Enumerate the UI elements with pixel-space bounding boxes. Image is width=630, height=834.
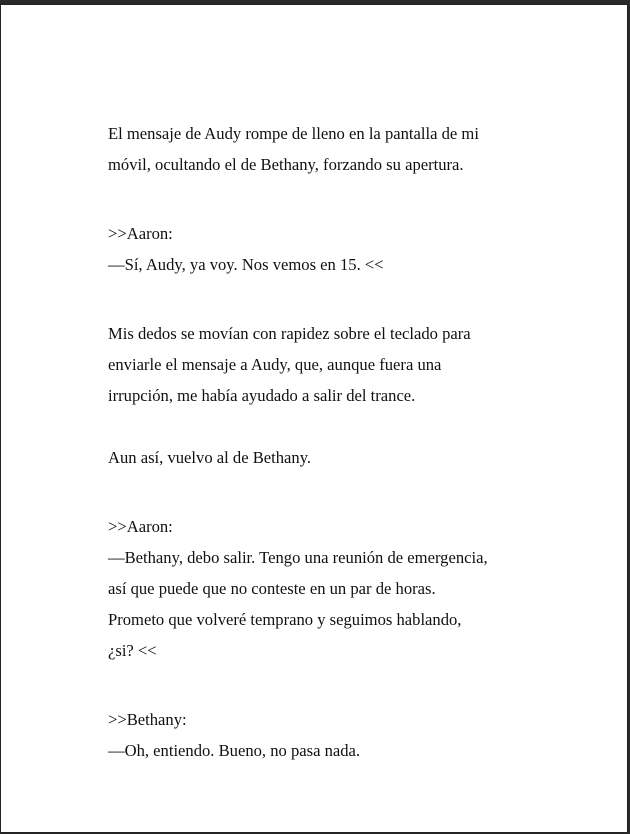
text-line: enviarle el mensaje a Audy, que, aunque fuera una xyxy=(108,355,442,374)
text-line: —Sí, Audy, ya voy. Nos vemos en 15. << xyxy=(108,255,384,274)
text-line: ¿si? << xyxy=(108,641,157,660)
text-line: Prometo que volveré temprano y seguimos hablando, xyxy=(108,610,462,629)
paragraph-message-bethany xyxy=(108,704,548,766)
text-line: El mensaje de Audy rompe de lleno en la pantalla de mi xyxy=(108,124,479,143)
text-line: —Oh, entiendo. Bueno, no pasa nada. xyxy=(108,741,361,760)
page-text-body xyxy=(108,118,548,766)
paragraph-narration-1 xyxy=(108,118,548,180)
text-line: >>Aaron: xyxy=(108,224,173,243)
paragraph-message-aaron-2 xyxy=(108,511,548,666)
text-line: —Bethany, debo salir. Tengo una reunión de emergencia, xyxy=(108,548,488,567)
text-line: Aun así, vuelvo al de Bethany. xyxy=(108,448,312,467)
paragraph-narration-2 xyxy=(108,318,548,411)
text-line: irrupción, me había ayudado a salir del trance. xyxy=(108,386,416,405)
paragraph-narration-3 xyxy=(108,442,548,473)
text-line: Mis dedos se movían con rapidez sobre el teclado para xyxy=(108,324,471,343)
text-line: >>Aaron: xyxy=(108,517,173,536)
paragraph-message-aaron-1 xyxy=(108,218,548,280)
text-line: >>Bethany: xyxy=(108,710,187,729)
document-page[interactable] xyxy=(1,5,627,832)
text-line: así que puede que no conteste en un par de horas. xyxy=(108,579,436,598)
text-line: móvil, ocultando el de Bethany, forzando su apertura. xyxy=(108,155,464,174)
